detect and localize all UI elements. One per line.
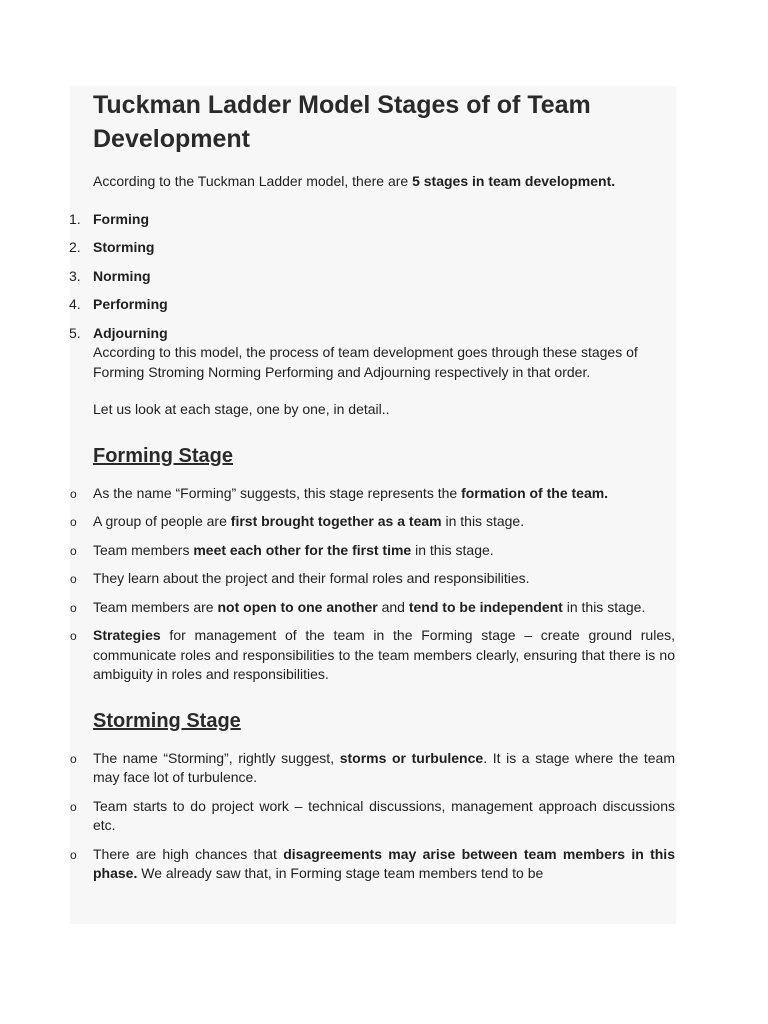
stage-label: Forming bbox=[93, 210, 149, 227]
bullet-bold: disagreements may arise between team members in this phase. bbox=[93, 845, 675, 881]
look-paragraph: Let us look at each stage, one by one, in detail.. bbox=[93, 401, 390, 417]
bullet-marker: o bbox=[70, 751, 77, 766]
intro-bold: 5 stages in team development. bbox=[412, 173, 616, 189]
bullet-text: Team members are bbox=[93, 598, 218, 615]
bullet-marker: o bbox=[70, 515, 77, 529]
bullet-text: for management of the team in the Forming stage – create ground rules, communicate roles and responsibilities to the team members clearly, ensuring that there is no ambiguity in roles and responsibilities. bbox=[93, 627, 675, 682]
bullet-bold: formation of the team. bbox=[461, 484, 609, 501]
list-item bbox=[70, 749, 675, 788]
intro-text: According to the Tuckman Ladder model, there are bbox=[93, 173, 413, 189]
list-item bbox=[70, 598, 675, 618]
forming-stage-heading: Forming Stage bbox=[93, 444, 234, 467]
bullet-bold: storms or turbulence bbox=[339, 749, 484, 766]
stage-number: 2. bbox=[69, 239, 81, 255]
bullet-text: The name “Storming”, rightly suggest, bbox=[93, 749, 340, 766]
bullet-text: in this stage. bbox=[441, 513, 525, 529]
bullet-text: in this stage. bbox=[562, 598, 646, 615]
document-body bbox=[69, 88, 675, 893]
stage-item bbox=[69, 267, 675, 287]
list-item bbox=[70, 569, 675, 589]
bullet-text: We already saw that, in Forming stage team members tend to be bbox=[137, 865, 544, 881]
stages-summary-paragraph: According to this model, the process of team development goes through these stages of Forming Stroming Norming Performing and Adjourning respectively in that order. bbox=[93, 344, 638, 380]
list-item bbox=[70, 845, 675, 884]
bullet-text: Team starts to do project work – technical discussions, management approach discussions etc. bbox=[93, 797, 675, 833]
page-title: Tuckman Ladder Model Stages of of Team Development bbox=[93, 91, 591, 153]
stage-number: 5. bbox=[69, 324, 81, 341]
bullet-bold: not open to one another bbox=[217, 598, 378, 615]
bullet-text: There are high chances that bbox=[93, 845, 284, 862]
bullet-bold: first brought together as a team bbox=[230, 513, 442, 529]
storming-bullets bbox=[70, 749, 675, 884]
stage-number: 1. bbox=[69, 210, 81, 227]
bullet-bold: tend to be independent bbox=[408, 598, 563, 615]
list-item bbox=[70, 797, 675, 836]
stages-list bbox=[69, 210, 675, 344]
bullet-text: and bbox=[377, 598, 409, 615]
bullet-marker: o bbox=[70, 486, 77, 501]
storming-stage-heading: Storming Stage bbox=[93, 709, 241, 732]
bullet-text: in this stage. bbox=[411, 541, 494, 558]
stage-label: Storming bbox=[93, 239, 155, 255]
bullet-marker: o bbox=[70, 543, 77, 558]
bullet-text: . It is a stage where the team may face lot of turbulence. bbox=[93, 749, 675, 785]
bullet-marker: o bbox=[70, 572, 77, 586]
stage-number: 4. bbox=[69, 296, 81, 312]
bullet-marker: o bbox=[70, 600, 77, 615]
bullet-marker: o bbox=[70, 847, 77, 862]
stage-number: 3. bbox=[69, 267, 81, 284]
intro-paragraph bbox=[93, 172, 675, 192]
list-item bbox=[70, 512, 675, 532]
bullet-text: As the name “Forming” suggests, this stage represents the bbox=[93, 484, 462, 501]
bullet-marker: o bbox=[70, 629, 77, 643]
stage-label: Performing bbox=[93, 296, 168, 312]
stage-label: Adjourning bbox=[93, 324, 168, 341]
list-item bbox=[70, 484, 675, 504]
list-item bbox=[70, 541, 675, 561]
bullet-marker: o bbox=[70, 799, 77, 814]
bullet-text: A group of people are bbox=[93, 513, 231, 529]
stage-label: Norming bbox=[93, 267, 151, 284]
list-item bbox=[70, 626, 675, 685]
stage-item bbox=[69, 238, 675, 258]
forming-bullets bbox=[70, 484, 675, 685]
stage-item bbox=[69, 295, 675, 315]
bullet-bold: Strategies bbox=[93, 627, 161, 643]
bullet-bold: meet each other for the first time bbox=[193, 541, 412, 558]
bullet-text: They learn about the project and their formal roles and responsibilities. bbox=[93, 570, 530, 586]
stage-item bbox=[69, 324, 675, 344]
stage-item bbox=[69, 210, 675, 230]
bullet-text: Team members bbox=[93, 541, 194, 558]
